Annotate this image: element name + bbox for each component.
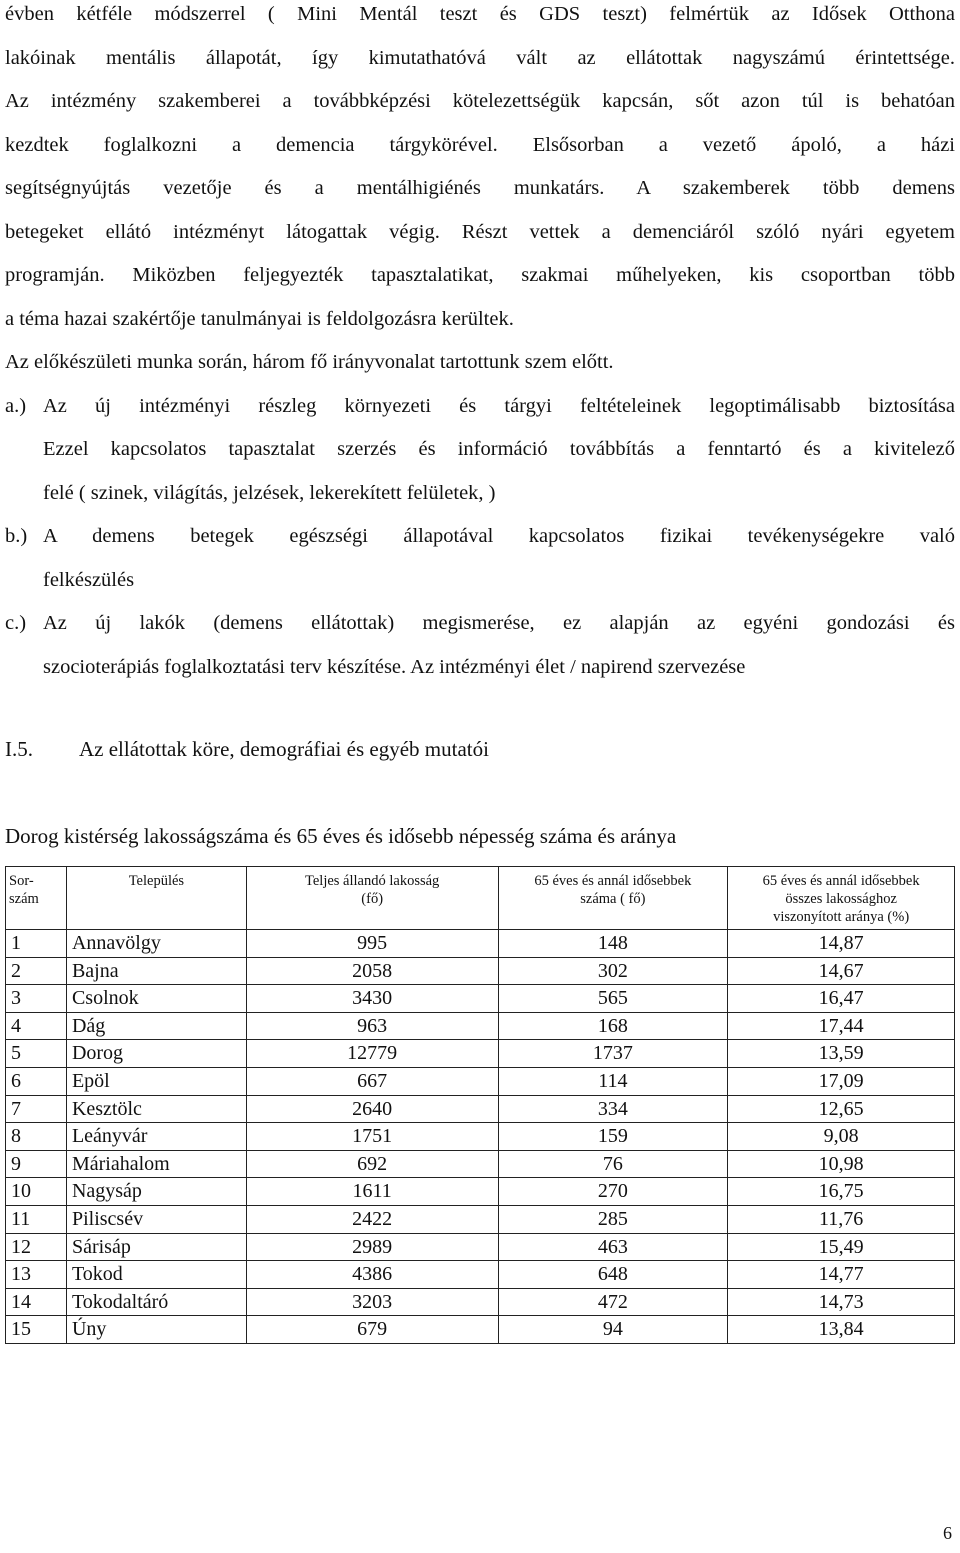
settlement-cell: Epöl xyxy=(66,1067,246,1095)
table-row xyxy=(6,957,955,985)
settlement-cell: Tokod xyxy=(66,1261,246,1289)
list-item-a xyxy=(5,385,955,516)
elderly-count-cell: 148 xyxy=(498,930,728,958)
row-number-cell: 12 xyxy=(6,1233,67,1261)
elderly-ratio-cell: 14,73 xyxy=(728,1288,955,1316)
list-item-line: Az új lakók (demens ellátottak) megismerése, ez alapján az egyéni gondozási és xyxy=(43,612,955,634)
list-marker: b.) xyxy=(5,525,28,547)
table-row xyxy=(6,1095,955,1123)
population-cell: 2640 xyxy=(246,1095,498,1123)
row-number-cell: 2 xyxy=(6,957,67,985)
elderly-ratio-cell: 14,87 xyxy=(728,930,955,958)
list-marker: a.) xyxy=(5,394,27,417)
row-number-cell: 3 xyxy=(6,985,67,1013)
row-number-cell: 14 xyxy=(6,1288,67,1316)
section-number: I.5. xyxy=(5,737,33,761)
settlement-cell: Bajna xyxy=(66,957,246,985)
elderly-count-cell: 565 xyxy=(498,985,728,1013)
list-item-line: szocioterápiás foglalkoztatási terv készítése. Az intézményi élet / napirend szervezése xyxy=(43,655,746,678)
settlement-cell: Piliscsév xyxy=(66,1205,246,1233)
paragraph-line: lakóinak mentális állapotát, így kimutathatóvá vált az ellátottak nagyszámú érintettsége. xyxy=(5,46,955,69)
elderly-count-cell: 334 xyxy=(498,1095,728,1123)
settlement-cell: Dág xyxy=(66,1012,246,1040)
elderly-count-cell: 1737 xyxy=(498,1040,728,1068)
table-row xyxy=(6,985,955,1013)
list-marker: c.) xyxy=(5,612,27,634)
row-number-cell: 4 xyxy=(6,1012,67,1040)
list-item-line: felé ( szinek, világítás, jelzések, lekerekített felületek, ) xyxy=(43,481,496,504)
population-cell: 12779 xyxy=(246,1040,498,1068)
paragraph-line: Az intézmény szakemberei a továbbképzési kötelezettségük kapcsán, sőt azon túl is behatóan xyxy=(5,90,955,112)
settlement-cell: Sárisáp xyxy=(66,1233,246,1261)
table-row xyxy=(6,1040,955,1068)
paragraph-line: betegeket ellátó intézményt látogattak végig. Részt vettek a demenciáról szóló nyári egyetem xyxy=(5,220,955,243)
table-row xyxy=(6,1067,955,1095)
column-header: 65 éves és annál idősebbek összes lakossághoz viszonyított aránya (%) xyxy=(728,867,955,930)
elderly-ratio-cell: 11,76 xyxy=(728,1205,955,1233)
elderly-count-cell: 302 xyxy=(498,957,728,985)
elderly-ratio-cell: 15,49 xyxy=(728,1233,955,1261)
table-row xyxy=(6,1205,955,1233)
table-row xyxy=(6,1316,955,1344)
elderly-ratio-cell: 16,75 xyxy=(728,1178,955,1206)
column-header: Teljes állandó lakosság (fő) xyxy=(246,867,498,930)
elderly-ratio-cell: 9,08 xyxy=(728,1123,955,1151)
column-header: Sor- szám xyxy=(6,867,67,930)
population-cell: 1611 xyxy=(246,1178,498,1206)
table-row xyxy=(6,1288,955,1316)
list-item-line: Az új intézményi részleg környezeti és tárgyi feltételeinek legoptimálisabb biztosítása xyxy=(43,394,955,417)
population-cell: 3203 xyxy=(246,1288,498,1316)
population-cell: 3430 xyxy=(246,985,498,1013)
elderly-ratio-cell: 13,84 xyxy=(728,1316,955,1344)
table-row xyxy=(6,1178,955,1206)
elderly-count-cell: 114 xyxy=(498,1067,728,1095)
table-row xyxy=(6,1123,955,1151)
population-cell: 2422 xyxy=(246,1205,498,1233)
table-row xyxy=(6,1012,955,1040)
row-number-cell: 11 xyxy=(6,1205,67,1233)
paragraph-line: a téma hazai szakértője tanulmányai is feldolgozásra kerültek. xyxy=(5,307,514,330)
elderly-ratio-cell: 17,09 xyxy=(728,1067,955,1095)
elderly-count-cell: 168 xyxy=(498,1012,728,1040)
list-item-line: A demens betegek egészségi állapotával kapcsolatos fizikai tevékenységekre való xyxy=(43,525,955,547)
elderly-ratio-cell: 10,98 xyxy=(728,1150,955,1178)
table-row xyxy=(6,1233,955,1261)
elderly-count-cell: 94 xyxy=(498,1316,728,1344)
population-table xyxy=(5,866,955,1344)
elderly-count-cell: 159 xyxy=(498,1123,728,1151)
elderly-count-cell: 648 xyxy=(498,1261,728,1289)
paragraph-line: Az előkészületi munka során, három fő irányvonalat tartottunk szem előtt. xyxy=(5,351,614,373)
list-item-line: felkészülés xyxy=(43,568,135,591)
table-row xyxy=(6,1261,955,1289)
section-heading xyxy=(5,728,489,771)
elderly-ratio-cell: 14,77 xyxy=(728,1261,955,1289)
population-cell: 4386 xyxy=(246,1261,498,1289)
population-cell: 2058 xyxy=(246,957,498,985)
row-number-cell: 10 xyxy=(6,1178,67,1206)
column-header: Település xyxy=(66,867,246,930)
population-cell: 963 xyxy=(246,1012,498,1040)
row-number-cell: 5 xyxy=(6,1040,67,1068)
elderly-count-cell: 472 xyxy=(498,1288,728,1316)
table-caption: Dorog kistérség lakosságszáma és 65 éves és idősebb népesség száma és aránya xyxy=(5,824,677,848)
elderly-count-cell: 76 xyxy=(498,1150,728,1178)
paragraph-line: segítségnyújtás vezetője és a mentálhigiénés munkatárs. A szakemberek több demens xyxy=(5,177,955,199)
table-row xyxy=(6,930,955,958)
elderly-ratio-cell: 17,44 xyxy=(728,1012,955,1040)
settlement-cell: Úny xyxy=(66,1316,246,1344)
settlement-cell: Nagysáp xyxy=(66,1178,246,1206)
row-number-cell: 6 xyxy=(6,1067,67,1095)
paragraph-line: kezdtek foglalkozni a demencia tárgykörével. Elsősorban a vezető ápoló, a házi xyxy=(5,133,955,156)
list-item-b xyxy=(5,515,955,602)
population-cell: 2989 xyxy=(246,1233,498,1261)
table-row xyxy=(6,1150,955,1178)
page-number: 6 xyxy=(943,1523,952,1543)
settlement-cell: Csolnok xyxy=(66,985,246,1013)
elderly-ratio-cell: 14,67 xyxy=(728,957,955,985)
row-number-cell: 7 xyxy=(6,1095,67,1123)
population-cell: 692 xyxy=(246,1150,498,1178)
row-number-cell: 1 xyxy=(6,930,67,958)
column-header: 65 éves és annál idősebbek száma ( fő) xyxy=(498,867,728,930)
table-body xyxy=(6,930,955,1344)
elderly-count-cell: 270 xyxy=(498,1178,728,1206)
section-title: Az ellátottak köre, demográfiai és egyéb mutatói xyxy=(79,737,489,761)
elderly-count-cell: 463 xyxy=(498,1233,728,1261)
row-number-cell: 13 xyxy=(6,1261,67,1289)
settlement-cell: Máriahalom xyxy=(66,1150,246,1178)
list-item-c xyxy=(5,602,955,689)
settlement-cell: Tokodaltáró xyxy=(66,1288,246,1316)
settlement-cell: Leányvár xyxy=(66,1123,246,1151)
paragraph-line: évben kétféle módszerrel ( Mini Mentál teszt és GDS teszt) felmértük az Idősek Otthona xyxy=(5,3,955,25)
row-number-cell: 8 xyxy=(6,1123,67,1151)
table-header-row xyxy=(6,867,955,930)
population-cell: 995 xyxy=(246,930,498,958)
elderly-ratio-cell: 12,65 xyxy=(728,1095,955,1123)
settlement-cell: Kesztölc xyxy=(66,1095,246,1123)
elderly-ratio-cell: 13,59 xyxy=(728,1040,955,1068)
population-cell: 667 xyxy=(246,1067,498,1095)
row-number-cell: 9 xyxy=(6,1150,67,1178)
paragraph-line: programján. Miközben feljegyezték tapasztalatikat, szakmai műhelyeken, kis csoportban több xyxy=(5,264,955,286)
elderly-count-cell: 285 xyxy=(498,1205,728,1233)
settlement-cell: Annavölgy xyxy=(66,930,246,958)
population-cell: 1751 xyxy=(246,1123,498,1151)
row-number-cell: 15 xyxy=(6,1316,67,1344)
settlement-cell: Dorog xyxy=(66,1040,246,1068)
elderly-ratio-cell: 16,47 xyxy=(728,985,955,1013)
list-item-line: Ezzel kapcsolatos tapasztalat szerzés és információ továbbítás a fenntartó és a kivitelező xyxy=(43,438,955,460)
population-cell: 679 xyxy=(246,1316,498,1344)
body-text-block xyxy=(5,0,955,689)
